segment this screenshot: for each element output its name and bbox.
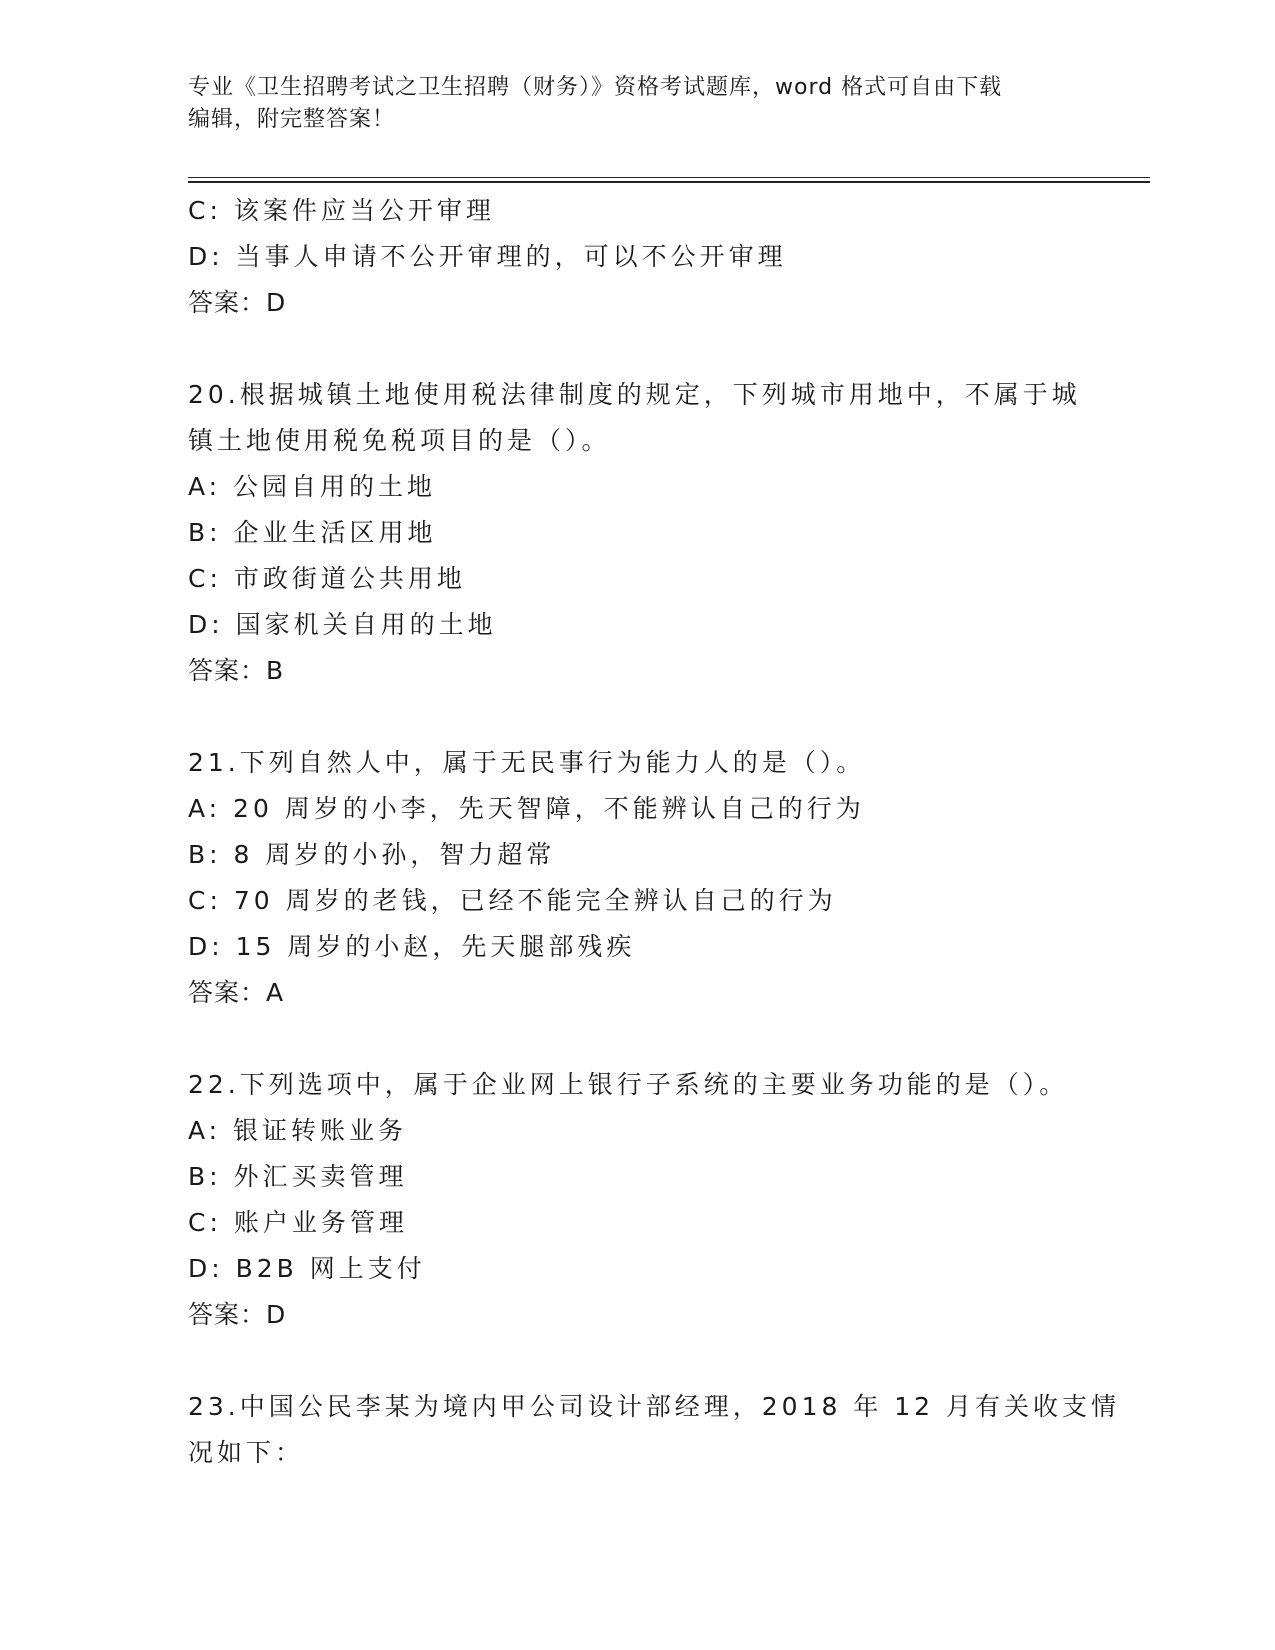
question-23 [188, 1384, 1121, 1476]
question-stem: 23.中国公民李某为境内甲公司设计部经理，2018 年 12 月有关收支情 [188, 1392, 1121, 1421]
option-d: D: 当事人申请不公开审理的，可以不公开审理 [188, 242, 787, 271]
option-b: B: 企业生活区用地 [188, 518, 437, 547]
document-body [188, 188, 1121, 1476]
header-line-1: 专业《卫生招聘考试之卫生招聘（财务）》资格考试题库，word 格式可自由下载 [188, 75, 1003, 100]
question-stem: 镇土地使用税免税项目的是（）。 [188, 426, 611, 455]
question-stem: 21.下列自然人中，属于无民事行为能力人的是（）。 [188, 748, 866, 777]
option-d: D: 15 周岁的小赵，先天腿部残疾 [188, 932, 636, 961]
header-divider-thick [188, 181, 1150, 183]
option-d: D: B2B 网上支付 [188, 1254, 426, 1283]
question-stem: 况如下： [188, 1438, 305, 1467]
answer-line: 答案：D [188, 1300, 287, 1329]
answer-line: 答案：A [188, 978, 285, 1007]
option-c: C: 该案件应当公开审理 [188, 196, 495, 225]
header-line-2: 编辑，附完整答案！ [188, 107, 396, 132]
answer-line: 答案：B [188, 656, 285, 685]
answer-line: 答案：D [188, 288, 287, 317]
question-stem: 20.根据城镇土地使用税法律制度的规定，下列城市用地中，不属于城 [188, 380, 1081, 409]
header-divider-thin [188, 177, 1150, 178]
document-header [188, 72, 1068, 136]
option-b: B: 8 周岁的小孙，智力超常 [188, 840, 556, 869]
question-21 [188, 740, 1088, 1016]
option-a: A: 银证转账业务 [188, 1116, 408, 1145]
option-c: C: 市政街道公共用地 [188, 564, 466, 593]
option-c: C: 70 周岁的老钱，已经不能完全辨认自己的行为 [188, 886, 837, 915]
option-a: A: 20 周岁的小李，先天智障，不能辨认自己的行为 [188, 794, 865, 823]
option-b: B: 外汇买卖管理 [188, 1162, 408, 1191]
option-a: A: 公园自用的土地 [188, 472, 437, 501]
question-20 [188, 372, 1088, 694]
option-c: C: 账户业务管理 [188, 1208, 408, 1237]
question-22 [188, 1062, 1088, 1338]
option-d: D: 国家机关自用的土地 [188, 610, 497, 639]
question-stem: 22.下列选项中，属于企业网上银行子系统的主要业务功能的是（）。 [188, 1070, 1069, 1099]
